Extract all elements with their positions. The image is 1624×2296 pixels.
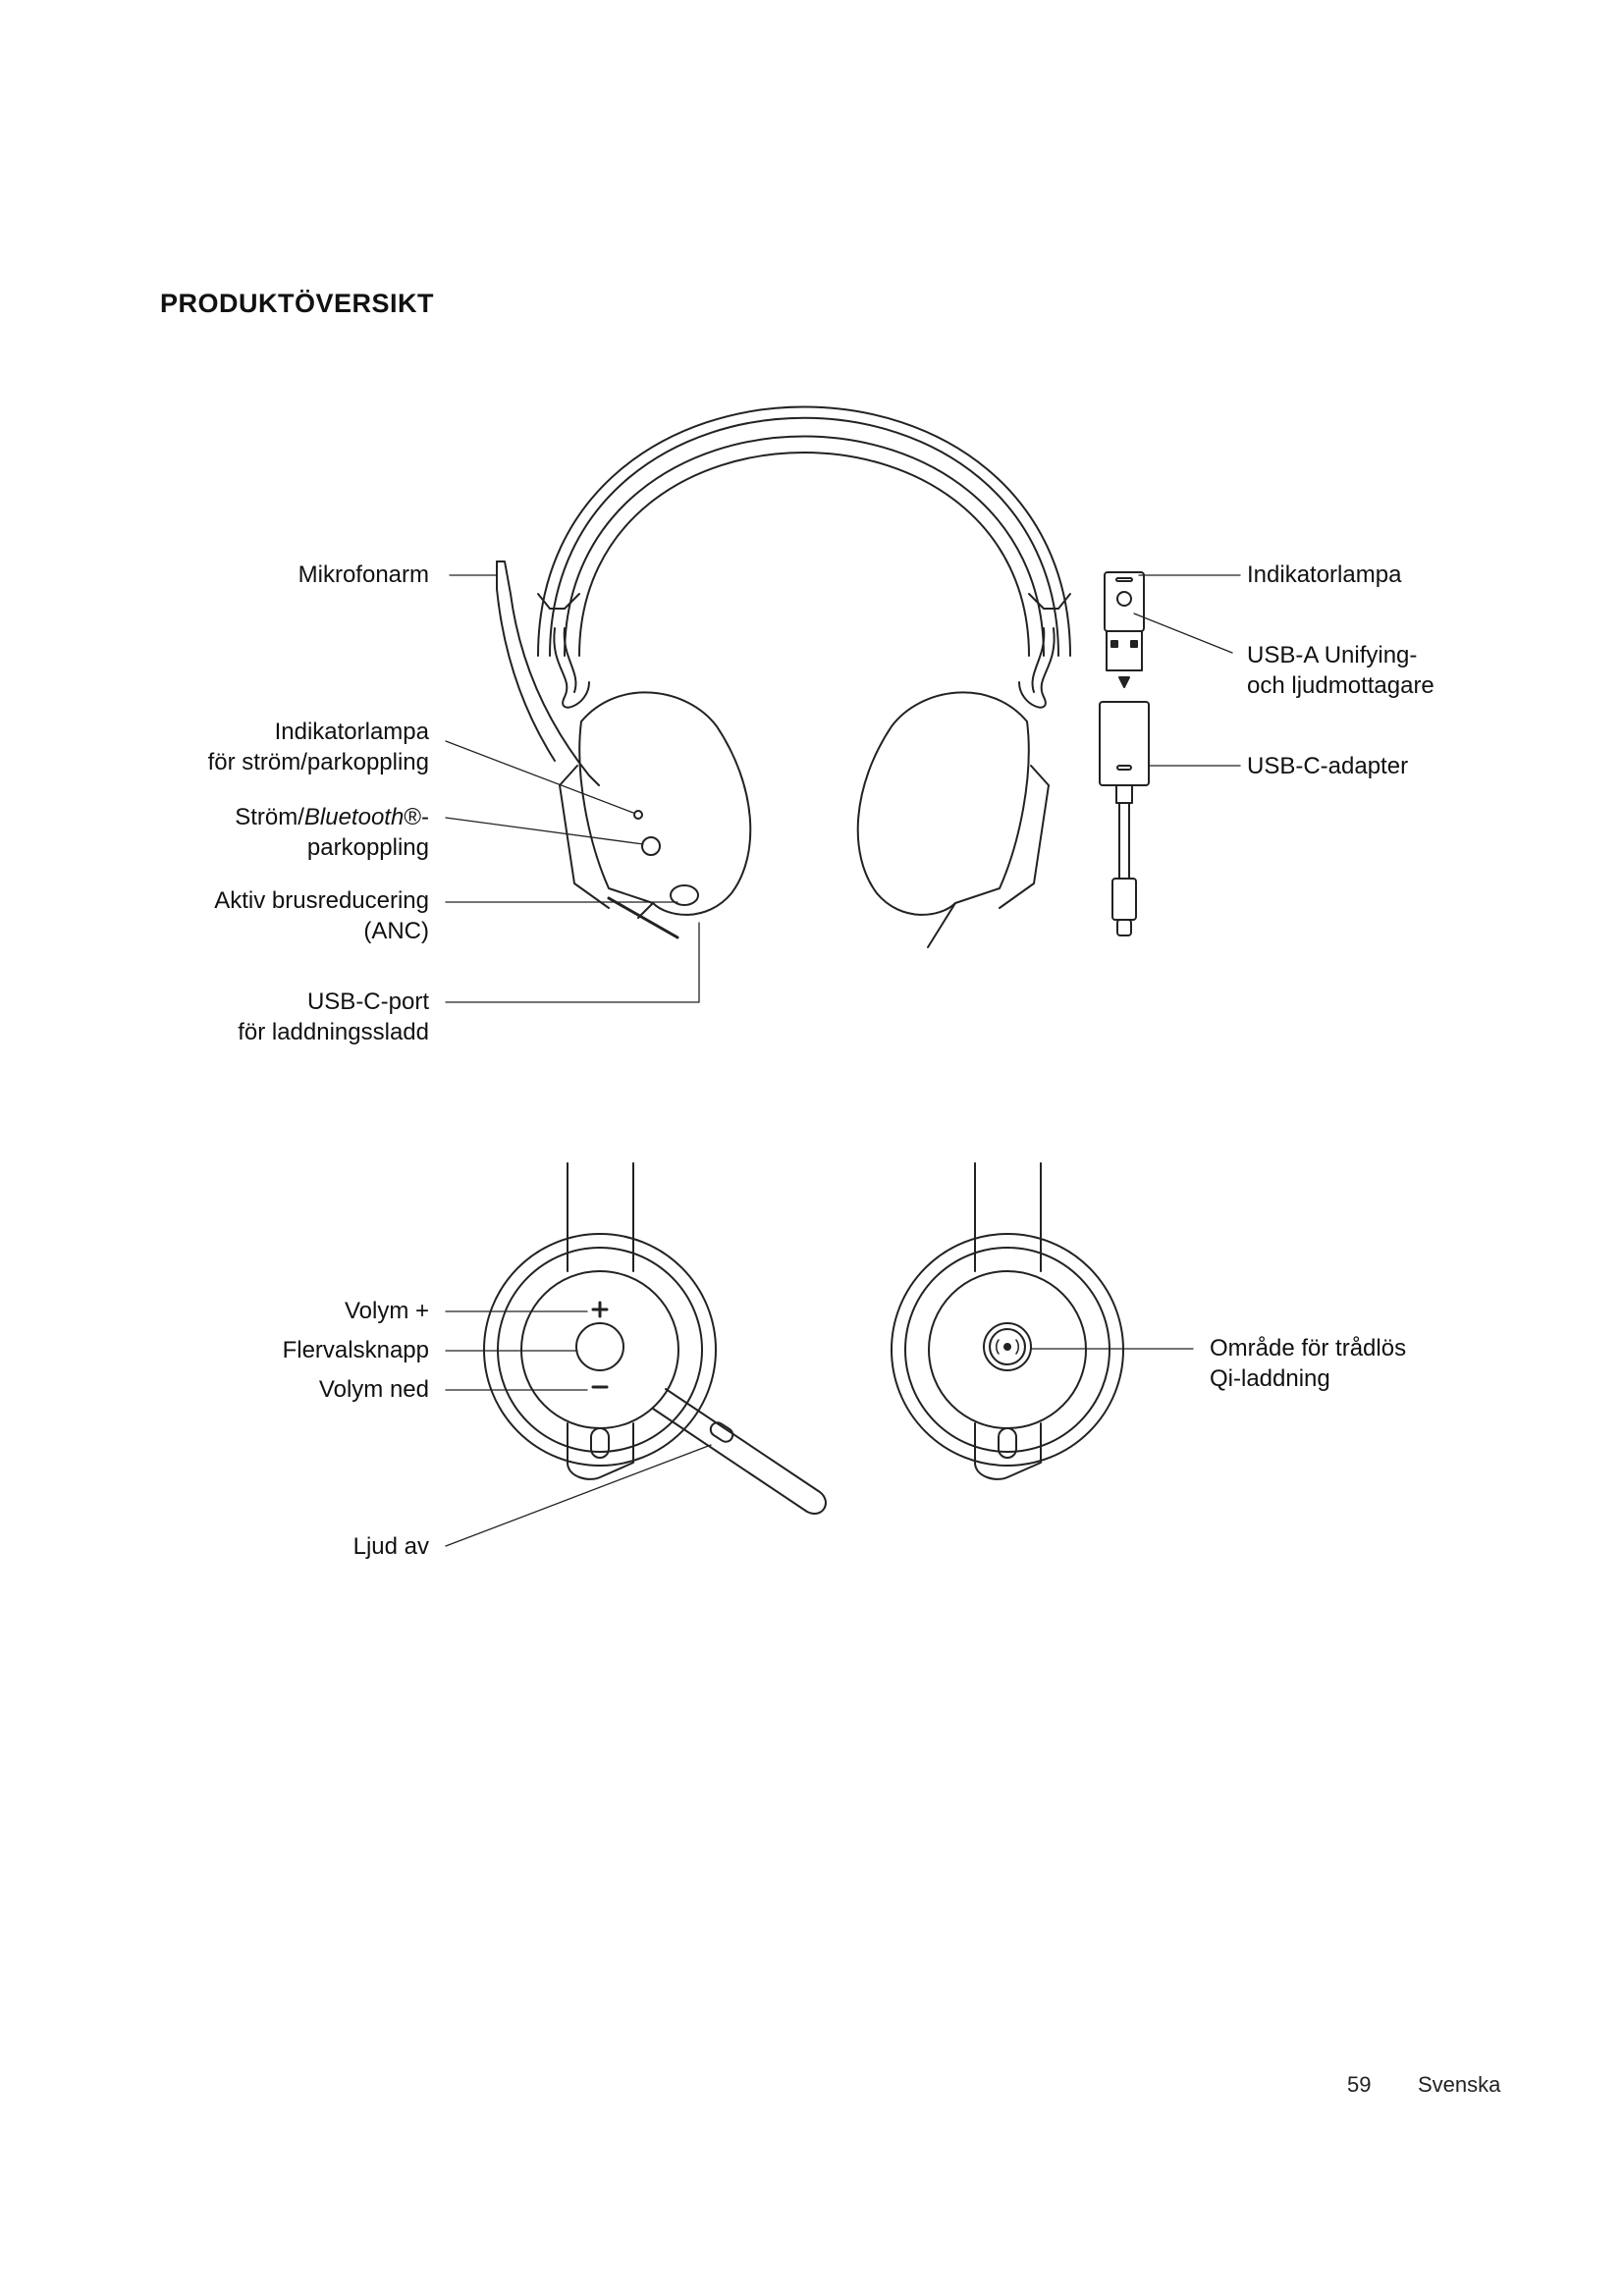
mic-boom-side — [653, 1389, 826, 1514]
label-volume-down: Volym ned — [318, 1376, 429, 1403]
usb-c-adapter — [1100, 702, 1149, 785]
headband — [538, 407, 1070, 657]
usb-receiver-illustration — [1100, 572, 1149, 935]
label-qi-charging: Område för trådlös Qi-laddning — [1210, 1335, 1407, 1392]
label-usb-c-port: USB-C-port för laddningssladd — [238, 988, 429, 1045]
leader-lines-top-right — [1134, 575, 1240, 766]
left-ear-cup — [579, 692, 750, 915]
label-mic-arm: Mikrofonarm — [298, 561, 429, 588]
leader-lines-top-left — [446, 575, 699, 1002]
mic-boom — [497, 561, 599, 785]
multi-function-button-ring — [576, 1323, 623, 1370]
power-led-dot — [634, 811, 642, 819]
footer-language: Svenska — [1418, 2072, 1501, 2097]
label-receiver-led: Indikatorlampa — [1247, 561, 1402, 588]
label-multi-function-button: Flervalsknapp — [282, 1337, 429, 1363]
label-mute: Ljud av — [352, 1533, 429, 1560]
right-ear-cup — [858, 692, 1029, 915]
label-volume-up: Volym + — [344, 1298, 429, 1324]
right-ear-cup-side — [892, 1163, 1123, 1479]
leader-lines-bottom-left — [446, 1311, 711, 1546]
left-ear-cup-side — [484, 1163, 826, 1514]
page-number: 59 — [1347, 2072, 1372, 2097]
label-usb-a-receiver: USB-A Unifying- och ljudmottagare — [1247, 642, 1435, 699]
headset-front-illustration — [497, 407, 1070, 948]
label-power-led: Indikatorlampa för ström/parkoppling — [207, 719, 429, 775]
label-anc: Aktiv brusreducering (ANC) — [214, 887, 429, 944]
mute-button — [708, 1420, 735, 1445]
label-usb-c-adapter: USB-C-adapter — [1247, 753, 1409, 779]
page-title: PRODUKTÖVERSIKT — [160, 289, 435, 318]
label-power-bluetooth: Ström/Bluetooth®- parkoppling — [235, 804, 429, 861]
volume-up-symbol — [593, 1303, 607, 1316]
power-button — [642, 837, 660, 855]
